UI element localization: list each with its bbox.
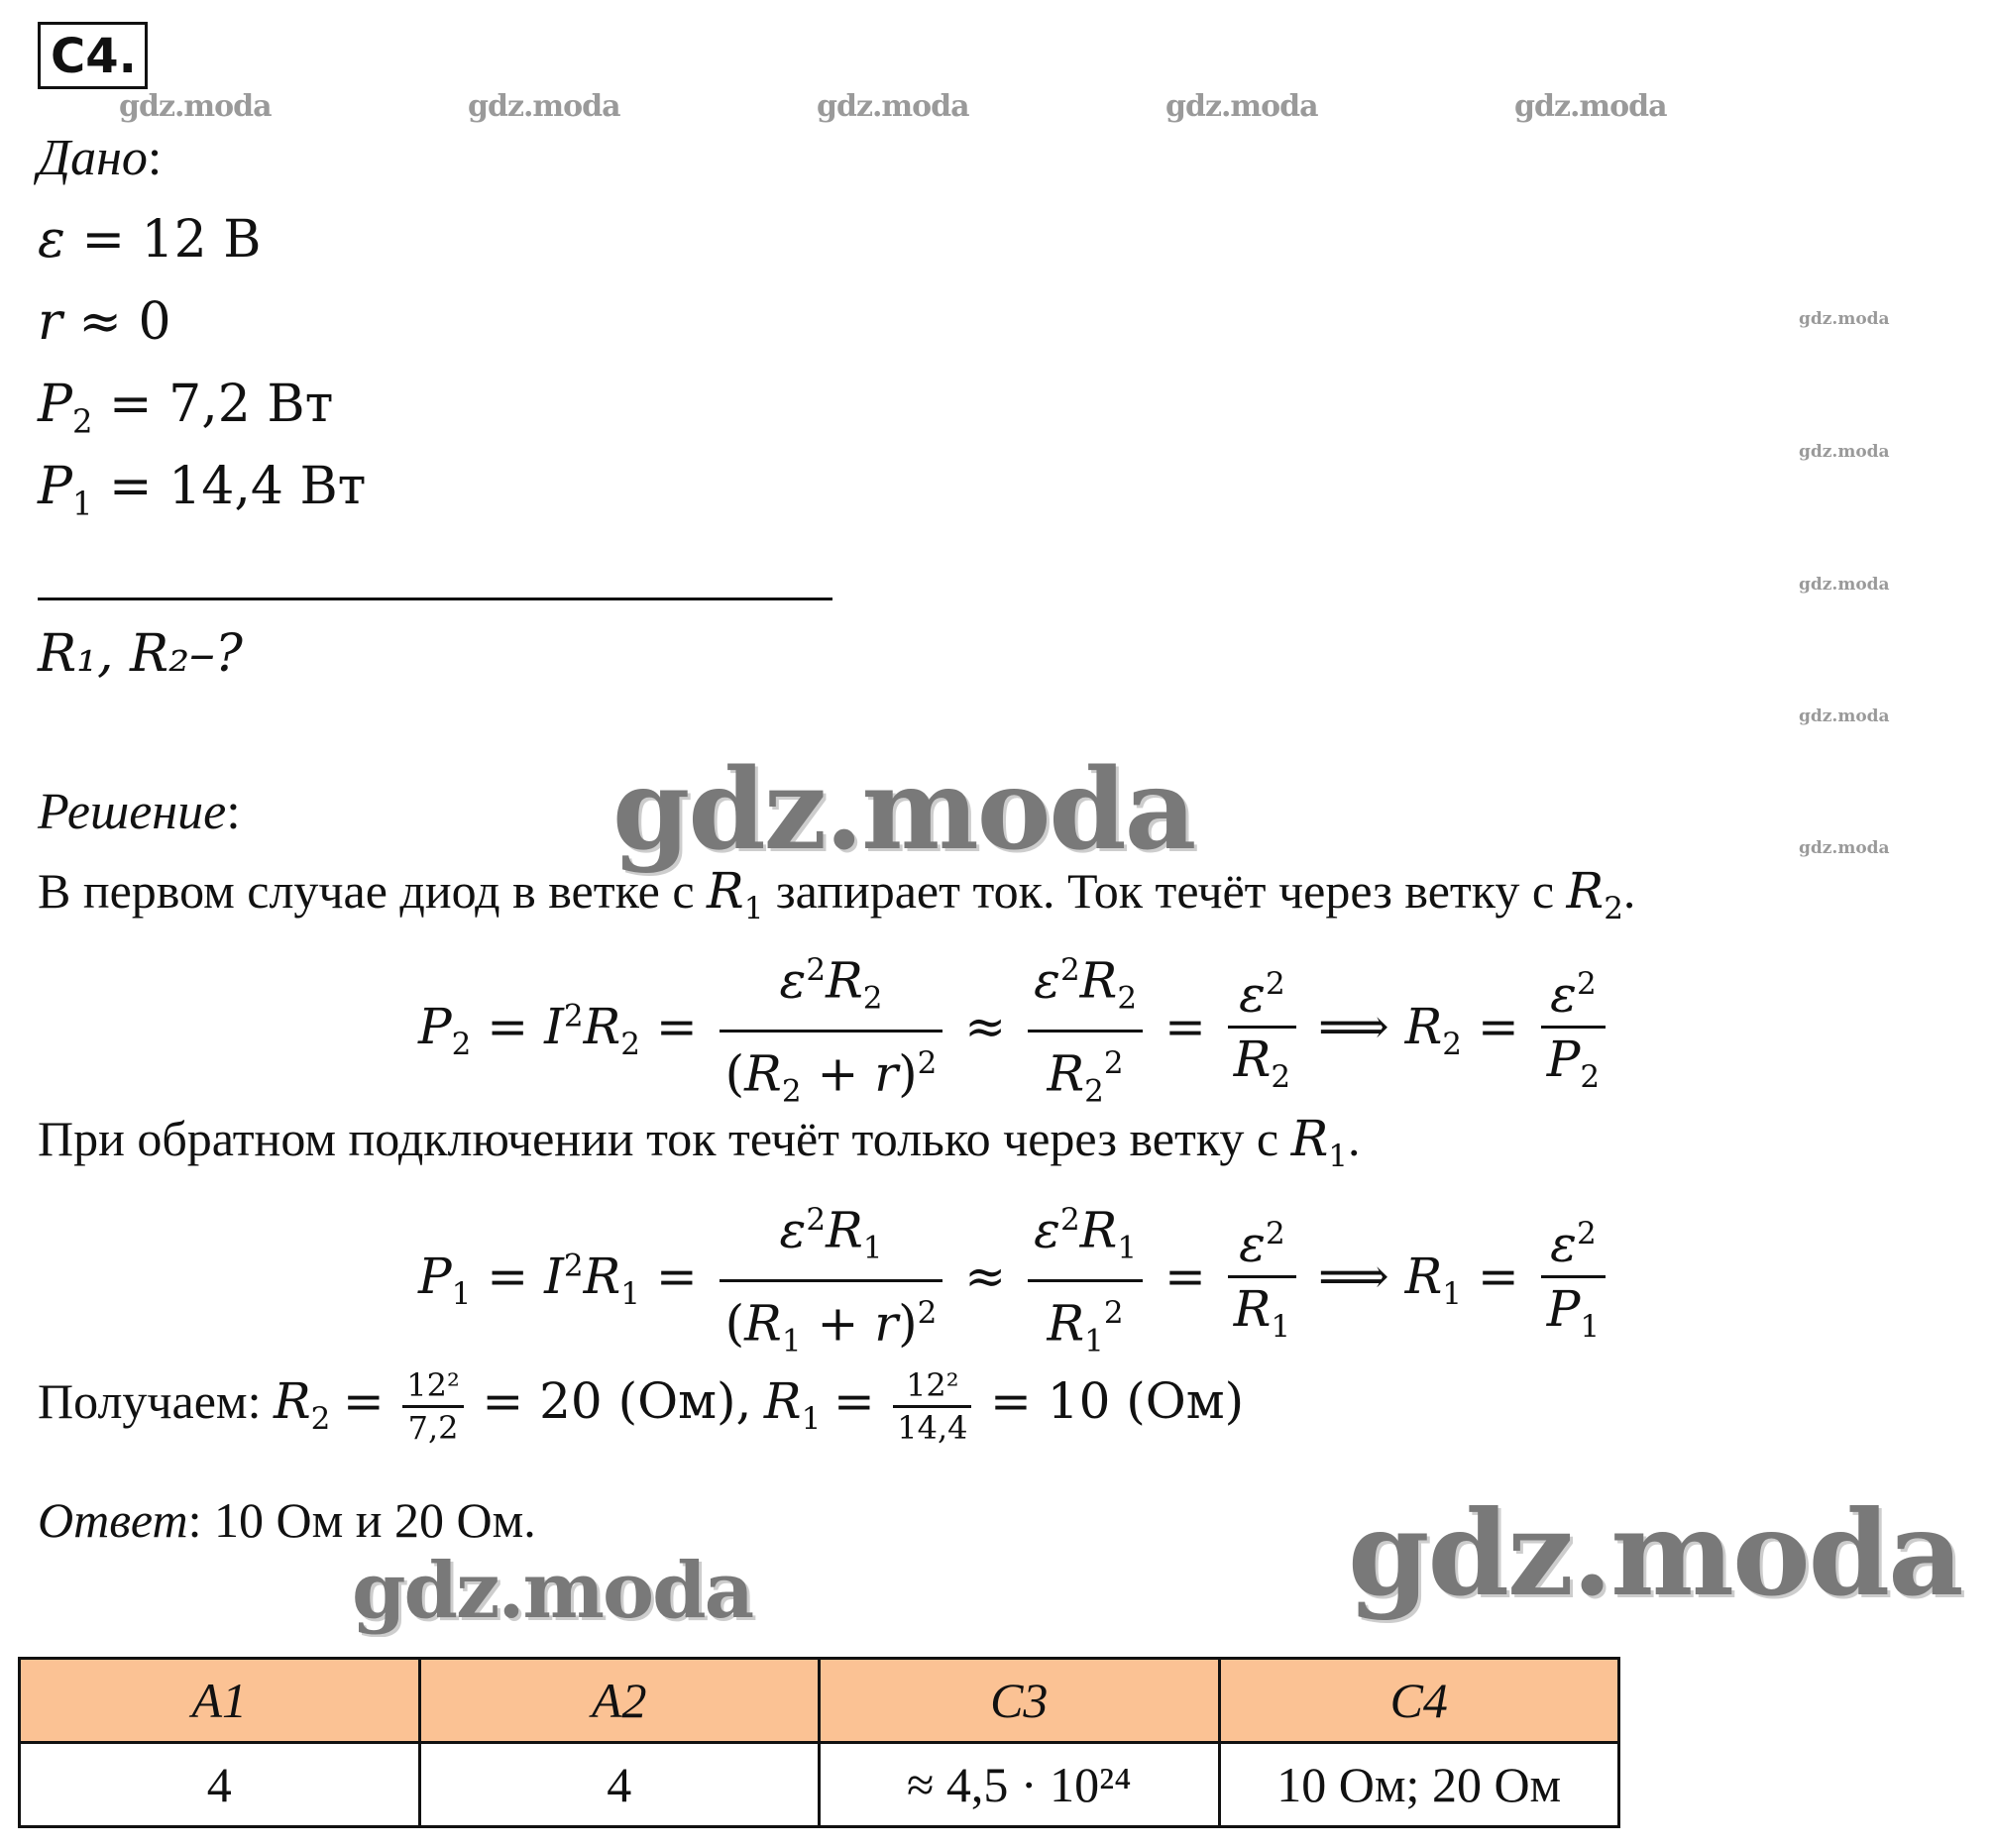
- solution-heading: Решение:: [38, 784, 241, 840]
- table-cell-a2: 4: [419, 1743, 820, 1827]
- answers-table: [18, 1657, 1620, 1828]
- table-header-c4: С4: [1219, 1659, 1619, 1743]
- table-header-a2: А2: [419, 1659, 820, 1743]
- watermark: gdz.moda: [1799, 442, 1890, 462]
- table-header-a1: А1: [20, 1659, 420, 1743]
- given-line-emf: ε = 12 В: [38, 210, 262, 270]
- formula-p1: $P_1 = I^2R_1$ = $\frac{\varepsilon^2R_1}{(R_1 + r)^2}$ ≈ $\frac{\varepsilon^2R_1}{R_1^2}$ = $\frac{\varepsilon^2}{R_1}$ ⟹ $R_1$ = $\frac{\varepsilon^2}{P_1}$: [418, 1189, 1611, 1371]
- watermark: gdz.moda: [1799, 707, 1890, 726]
- watermark: gdz.moda: [468, 89, 620, 124]
- given-heading: Дано:: [38, 130, 163, 186]
- answers-table-value-row: [20, 1743, 1619, 1827]
- watermark-large: gdz.moda: [612, 745, 1195, 875]
- find-line: R₁, R₂–?: [38, 624, 243, 684]
- table-cell-c4: 10 Ом; 20 Ом: [1219, 1743, 1619, 1827]
- watermark: gdz.moda: [1799, 309, 1890, 329]
- watermark: gdz.moda: [1165, 89, 1318, 124]
- answer-line: Ответ: 10 Ом и 20 Ом.: [38, 1492, 536, 1548]
- watermark: gdz.moda: [1799, 575, 1890, 595]
- table-cell-c3: ≈ 4,5 · 10²⁴: [820, 1743, 1220, 1827]
- formula-p2: $P_2 = I^2R_2$ = $\frac{\varepsilon^2R_2}{(R_2 + r)^2}$ ≈ $\frac{\varepsilon^2R_2}{R_2^2}$ = $\frac{\varepsilon^2}{R_2}$ ⟹ $R_2$ = $\frac{\varepsilon^2}{P_2}$: [418, 939, 1611, 1122]
- watermark: gdz.moda: [1799, 838, 1890, 858]
- solution-text-1: В первом случае диод в ветке с $R_1$ запирает ток. Ток течёт через ветку с $R_2$.: [38, 862, 1636, 926]
- given-divider: [38, 598, 832, 600]
- watermark: gdz.moda: [119, 89, 272, 124]
- table-header-c3: С3: [820, 1659, 1220, 1743]
- watermark-large: gdz.moda: [1348, 1484, 1962, 1622]
- problem-label: С4.: [38, 22, 148, 89]
- given-line-p2: $P_2 = 7,2$ Вт: [38, 375, 334, 441]
- given-line-internal-resistance: r ≈ 0: [38, 292, 171, 352]
- watermark-large: gdz.moda: [352, 1546, 753, 1636]
- solution-text-2: При обратном подключении ток течёт только через ветку с $R_1$.: [38, 1110, 1361, 1174]
- given-line-p1: $P_1 = 14,4$ Вт: [38, 457, 367, 523]
- answers-table-header-row: [20, 1659, 1619, 1743]
- watermark: gdz.moda: [1514, 89, 1667, 124]
- table-cell-a1: 4: [20, 1743, 420, 1827]
- watermark: gdz.moda: [817, 89, 969, 124]
- result-line: Получаем: $R_2$ = $\frac{\text{12²}}{7,2}$ = 20 (Ом), $R_1$ = $\frac{\text{12²}}{14,4}$ = 10 (Ом): [38, 1366, 1245, 1447]
